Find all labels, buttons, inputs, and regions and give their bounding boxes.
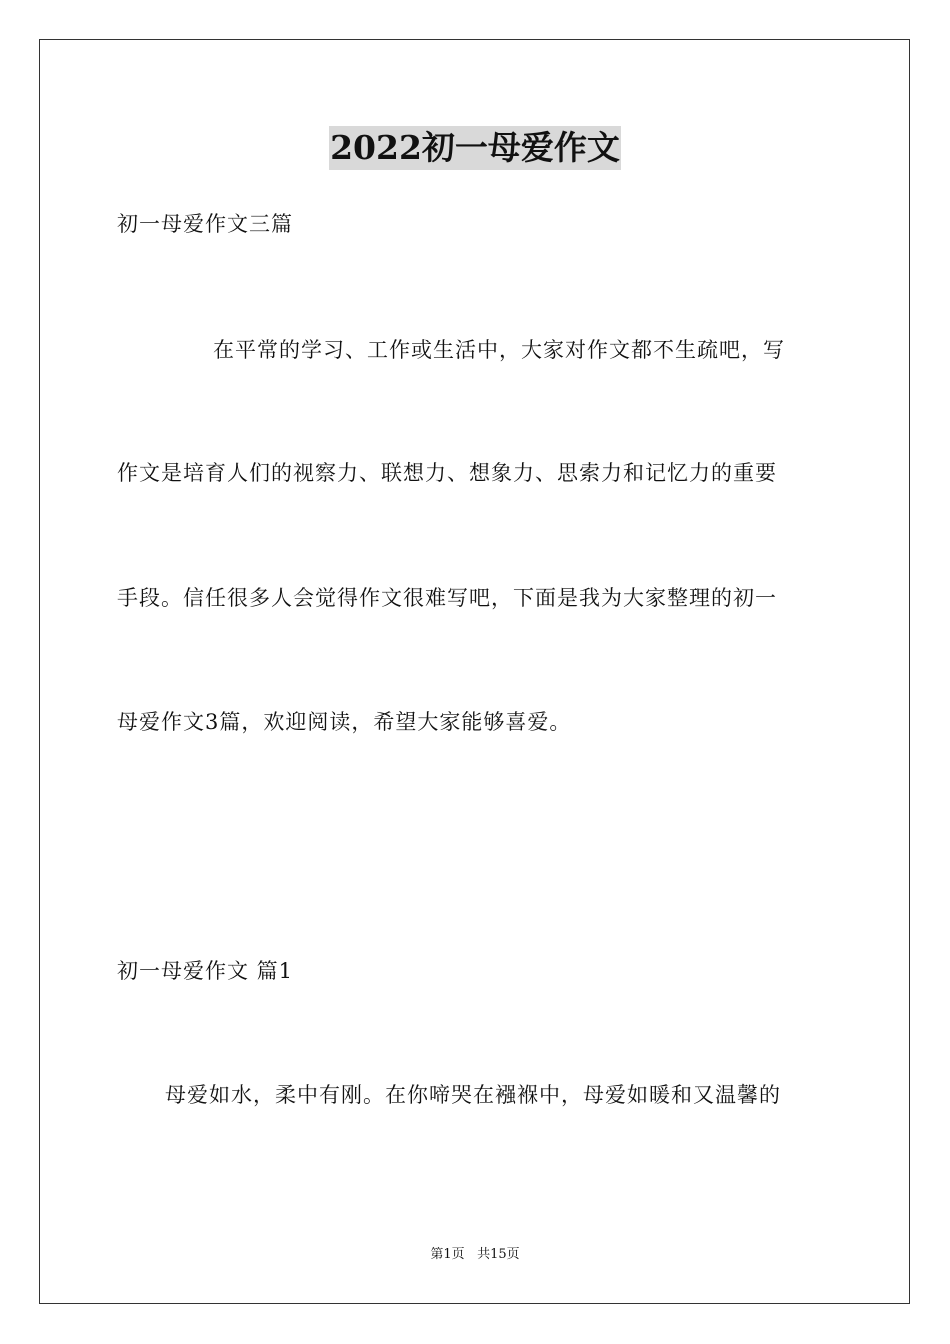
document-title: 2022初一母爱作文 bbox=[329, 126, 621, 170]
page-total: 共15页 bbox=[477, 1247, 520, 1262]
section-line-1: 母爱如水，柔中有刚。在你啼哭在襁褓中，母爱如暖和又温馨的 bbox=[165, 1083, 781, 1107]
intro-line-2: 作文是培育人们的视察力、联想力、想象力、思索力和记忆力的重要 bbox=[117, 461, 777, 485]
intro-line-1: 在平常的学习、工作或生活中，大家对作文都不生疏吧，写 bbox=[213, 338, 785, 362]
title-block bbox=[0, 126, 950, 170]
intro-line-4: 母爱作文3篇，欢迎阅读，希望大家能够喜爱。 bbox=[117, 710, 572, 734]
page-number: 第1页 bbox=[430, 1247, 465, 1262]
document-subtitle: 初一母爱作文三篇 bbox=[117, 212, 293, 236]
section-heading: 初一母爱作文 篇1 bbox=[117, 959, 294, 983]
page-footer bbox=[0, 1246, 950, 1264]
intro-line-3: 手段。信任很多人会觉得作文很难写吧，下面是我为大家整理的初一 bbox=[117, 586, 777, 610]
